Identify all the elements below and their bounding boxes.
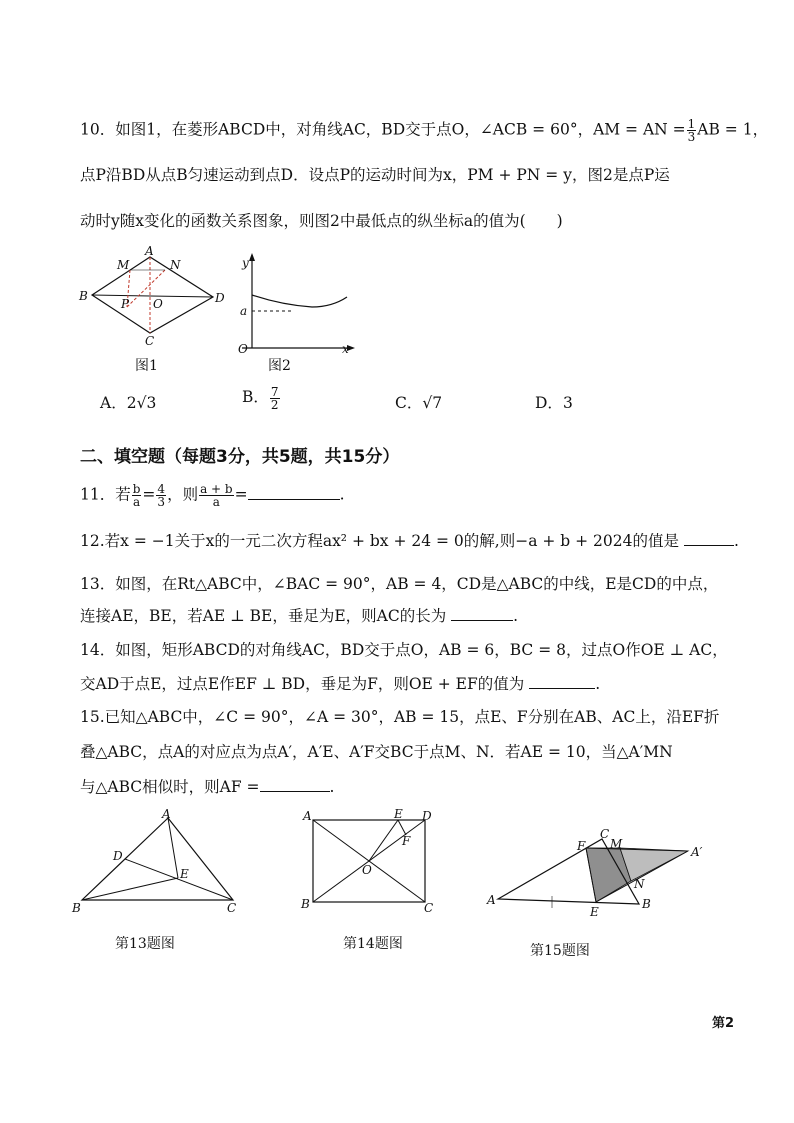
q10-stem-line2: 点P沿BD从点B匀速运动到点D．设点P的运动时间为x，PM + PN = y，图2是点P运 (80, 166, 670, 184)
q14-figure-caption: 第14题图 (343, 936, 403, 952)
q10-stem-line3: 动时y随x变化的函数关系图象，则图2中最低点的纵坐标a的值为( ) (80, 212, 563, 230)
label-A: A (145, 245, 154, 258)
q10-stem-line1: 10．如图1，在菱形ABCD中，对角线AC，BD交于点O，∠ACB = 60°，AM = AN = $\frac{1}{3}$ AB = 1， (80, 117, 769, 144)
q15-figure-folding (482, 826, 712, 921)
q12-answer-blank[interactable] (684, 531, 734, 546)
label-E: E (590, 905, 599, 919)
label-D: D (215, 291, 225, 305)
label-B: B (301, 897, 310, 911)
q15-figure-caption: 第15题图 (530, 943, 590, 959)
label-a: a (240, 304, 248, 318)
q15-answer-blank[interactable] (260, 777, 330, 792)
q15-stem-line3: 与△ABC相似时，则AF = . (80, 778, 335, 796)
label-A: A (162, 808, 171, 821)
section-2-heading: 二、填空题（每题3分，共5题，共15分） (80, 447, 400, 467)
label-A: A (303, 809, 312, 823)
page-number: 第2 (712, 1016, 735, 1031)
label-C: C (227, 901, 237, 915)
q15-stem-line1: 15.已知△ABC中，∠C = 90°，∠A = 30°，AB = 15，点E、F分别在AB、AC上，沿EF折 (80, 708, 720, 726)
label-E: E (180, 867, 189, 881)
label-A: A (487, 893, 496, 907)
label-P: P (121, 297, 130, 311)
q10-figure2-graph (232, 250, 357, 355)
label-x: x (342, 342, 349, 355)
label-F: F (402, 834, 411, 848)
q14-answer-blank[interactable] (529, 674, 595, 689)
q15-stem-line2: 叠△ABC，点A的对应点为点A′，A′E、A′F交BC于点M、N．若AE = 10，当△A′MN (80, 743, 673, 761)
q10-figure1-rhombus (75, 245, 235, 350)
label-y: y (242, 256, 249, 270)
q10-fig2-caption: 图2 (268, 358, 291, 374)
label-N: N (634, 877, 645, 891)
q13-answer-blank[interactable] (451, 606, 513, 621)
q10-option-a[interactable]: A．2√3 (100, 394, 157, 412)
q11-stem: 11．若 $\frac{b}{a}$ = $\frac{4}{3}$ ，则 $\frac{a + b}{a}$ = . (80, 482, 345, 509)
q14-stem-line2: 交AD于点E，过点E作EF ⊥ BD，垂足为F，则OE + EF的值为 . (80, 675, 601, 693)
q13-stem-line1: 13．如图，在Rt△ABC中，∠BAC = 90°，AB = 4，CD是△ABC的中线，E是CD的中点， (80, 575, 719, 593)
label-M: M (117, 258, 130, 272)
q14-figure-rectangle (298, 808, 443, 913)
label-B: B (79, 289, 88, 303)
q10-fraction: $\frac{1}{3}$ (687, 117, 696, 144)
label-N: N (170, 258, 181, 272)
q13-stem-line2: 连接AE，BE，若AE ⊥ BE，垂足为E，则AC的长为 . (80, 607, 519, 625)
label-M: M (610, 837, 623, 851)
label-F: F (577, 839, 586, 853)
label-O: O (153, 297, 163, 311)
q10-fig1-caption: 图1 (135, 358, 158, 374)
label-B: B (72, 901, 81, 915)
label-origin: O (238, 342, 248, 355)
q14-stem-line1: 14．如图，矩形ABCD的对角线AC，BD交于点O，AB = 6，BC = 8，过点O作OE ⊥ AC， (80, 641, 728, 659)
label-E: E (394, 808, 403, 821)
label-B: B (642, 897, 651, 911)
label-D: D (113, 849, 123, 863)
label-O: O (362, 863, 372, 877)
label-C: C (424, 901, 434, 913)
label-D: D (422, 809, 432, 823)
q11-answer-blank[interactable] (248, 485, 340, 500)
q10-option-b[interactable]: B． $\frac{7}{2}$ (242, 384, 279, 412)
label-C: C (600, 827, 610, 841)
q10-option-c[interactable]: C．√7 (395, 394, 443, 412)
label-C: C (145, 334, 155, 348)
q12-stem: 12.若x = −1关于x的一元二次方程ax² + bx + 24 = 0的解,则−a + b + 2024的值是 . (80, 532, 739, 550)
q13-figure-triangle (70, 808, 245, 918)
q13-figure-caption: 第13题图 (115, 936, 175, 952)
label-A-prime: A′ (691, 845, 703, 859)
q10-option-d[interactable]: D．3 (535, 394, 573, 412)
